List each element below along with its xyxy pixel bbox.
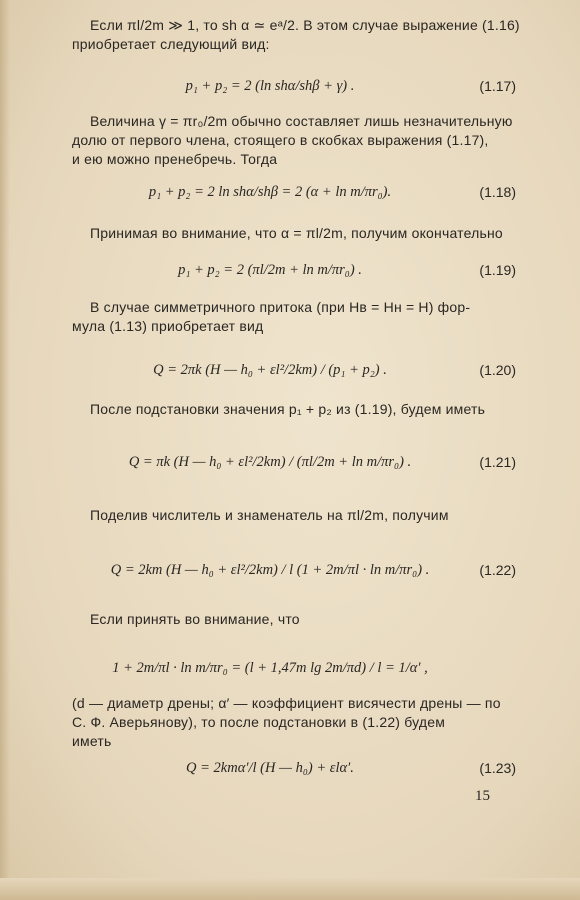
text-line: Поделив числитель и знаменатель на πl/2m, получим bbox=[90, 507, 449, 523]
page-number: 15 bbox=[475, 788, 490, 804]
equation-number: (1.19) bbox=[479, 262, 516, 278]
text-line: В случае симметричного притока (при Hв = Hн = H) фор- bbox=[90, 299, 471, 315]
paragraph-4 bbox=[72, 298, 530, 336]
page-bottom-edge bbox=[0, 878, 580, 900]
formula: Q = 2πk (H — h₀ + εl²/2km) / (p₁ + p₂) . bbox=[153, 362, 387, 378]
paragraph-3 bbox=[72, 224, 530, 243]
formula: Q = 2km (H — h₀ + εl²/2km) / l (1 + 2m/πl · ln m/πr₀) . bbox=[110, 562, 430, 578]
formula: Q = 2kmα′/l (H — h₀) + εlα′. bbox=[186, 760, 354, 776]
equation-number: (1.23) bbox=[479, 760, 516, 776]
text-line: и ею можно пренебречь. Тогда bbox=[72, 151, 278, 167]
text-line: (d — диаметр дрены; α′ — коэффициент висячести дрены — по bbox=[72, 695, 501, 711]
paragraph-7 bbox=[72, 610, 530, 629]
text-line: Если принять во внимание, что bbox=[90, 611, 300, 627]
equation-number: (1.20) bbox=[479, 362, 516, 378]
text-line: Величина γ = πr₀/2m обычно составляет лишь незначительную bbox=[90, 113, 513, 129]
formula: p₁ + p₂ = 2 (πl/2m + ln m/πr₀) . bbox=[178, 262, 362, 278]
equation-number: (1.21) bbox=[479, 454, 516, 470]
text-line: С. Ф. Аверьянову), то после подстановки в (1.22) будем bbox=[72, 714, 446, 730]
formula: p₁ + p₂ = 2 ln shα/shβ = 2 (α + ln m/πr₀). bbox=[148, 184, 392, 200]
text-line: мула (1.13) приобретает вид bbox=[72, 318, 264, 334]
paragraph-6 bbox=[72, 506, 530, 525]
text-line: приобретает следующий вид: bbox=[72, 36, 270, 52]
formula: Q = πk (H — h₀ + εl²/2km) / (πl/2m + ln m/πr₀) . bbox=[128, 454, 412, 470]
text-line: Принимая во внимание, что α = πl/2m, получим окончательно bbox=[90, 225, 503, 241]
page-gutter-shadow bbox=[0, 0, 10, 900]
formula: p₁ + p₂ = 2 (ln shα/shβ + γ) . bbox=[185, 78, 355, 94]
text-line: иметь bbox=[72, 733, 112, 749]
text-line: Если πl/2m ≫ 1, то sh α ≃ eᵃ/2. В этом случае выражение (1.16) bbox=[90, 17, 520, 33]
paragraph-8 bbox=[72, 694, 512, 751]
equation-number: (1.17) bbox=[479, 78, 516, 94]
formula: 1 + 2m/πl · ln m/πr₀ = (l + 1,47m lg 2m/πd) / l = 1/α′ , bbox=[112, 660, 428, 676]
paragraph-5 bbox=[72, 400, 530, 419]
text-line: После подстановки значения p₁ + p₂ из (1.19), будем иметь bbox=[90, 401, 486, 417]
paragraph-1 bbox=[72, 16, 530, 54]
paragraph-2 bbox=[72, 112, 530, 169]
equation-number: (1.18) bbox=[479, 184, 516, 200]
text-line: долю от первого члена, стоящего в скобках выражения (1.17), bbox=[72, 132, 489, 148]
equation-number: (1.22) bbox=[479, 562, 516, 578]
